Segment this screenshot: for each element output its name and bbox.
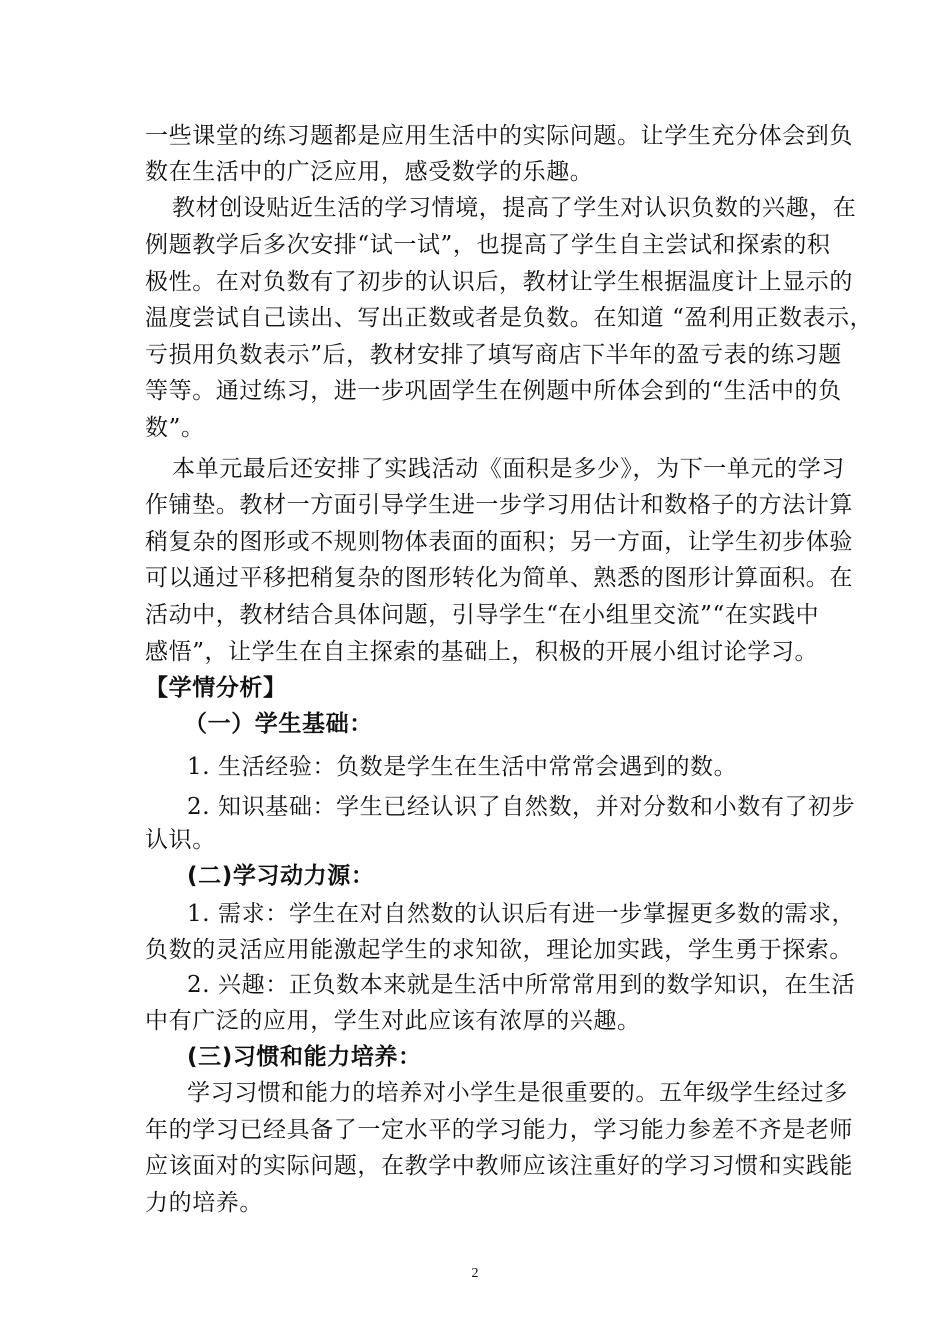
paragraph-line: 学习习惯和能力的培养对小学生是很重要的。五年级学生经过多 [187, 1080, 848, 1106]
paragraph-line: 应该面对的实际问题，在教学中教师应该注重好的学习习惯和实践能 [145, 1153, 853, 1179]
list-item-continuation: 负数的灵活应用能激起学生的求知欲，理论加实践，学生勇于探索。 [145, 937, 853, 963]
page-number: 2 [471, 1266, 479, 1281]
paragraph-line: 一些课堂的练习题都是应用生活中的实际问题。让学生充分体会到负 [145, 123, 853, 149]
paragraph-line: 温度尝试自己读出、写出正数或者是负数。在知道 “盈利用正数表示， [145, 305, 874, 331]
paragraph-line: 活动中，教材结合具体问题，引导学生“在小组里交流”“在实践中 [145, 602, 820, 628]
list-item: 2. 兴趣：正负数本来就是生活中所常常用到的数学知识，在生活 [187, 972, 856, 998]
paragraph-line: 数”。 [145, 415, 205, 441]
list-item-continuation: 中有广泛的应用，学生对此应该有浓厚的兴趣。 [145, 1008, 641, 1034]
list-item: 2. 知识基础：学生已经认识了自然数，并对分数和小数有了初步 [187, 794, 856, 820]
paragraph-line: 年的学习已经具备了一定水平的学习能力，学习能力参差不齐是老师 [145, 1117, 853, 1143]
paragraph-line: 稍复杂的图形或不规则物体表面的面积；另一方面，让学生初步体验 [145, 529, 853, 555]
paragraph-line: 数在生活中的广泛应用，感受数学的乐趣。 [145, 159, 594, 185]
paragraph-line: 例题教学后多次安排“试一试”，也提高了学生自主尝试和探索的积 [145, 232, 831, 258]
list-item: 1. 生活经验：负数是学生在生活中常常会遇到的数。 [187, 754, 738, 780]
paragraph-line: 感悟”，让学生在自主探索的基础上，积极的开展小组讨论学习。 [145, 639, 819, 665]
subsection-heading: (二)学习动力源： [187, 863, 375, 889]
paragraph-line: 作铺垫。教材一方面引导学生进一步学习用估计和数格子的方法计算 [145, 492, 853, 518]
paragraph-line: 可以通过平移把稍复杂的图形转化为简单、熟悉的图形计算面积。在 [145, 565, 853, 591]
subsection-heading: (三)习惯和能力培养： [187, 1044, 422, 1070]
paragraph-line: 力的培养。 [145, 1190, 263, 1216]
paragraph-line: 极性。在对负数有了初步的认识后，教材让学生根据温度计上显示的 [145, 269, 853, 295]
list-item: 1. 需求：学生在对自然数的认识后有进一步掌握更多数的需求， [187, 901, 856, 927]
list-item-continuation: 认识。 [145, 827, 216, 853]
paragraph-line: 本单元最后还安排了实践活动《面积是多少》，为下一单元的学习 [172, 456, 845, 482]
paragraph-line: 等等。通过练习，进一步巩固学生在例题中所体会到的“生活中的负 [145, 378, 842, 404]
paragraph-line: 亏损用负数表示”后，教材安排了填写商店下半年的盈亏表的练习题 [145, 342, 842, 368]
section-heading: 【学情分析】 [145, 675, 287, 701]
paragraph-line: 教材创设贴近生活的学习情境，提高了学生对认识负数的兴趣，在 [172, 195, 857, 221]
subsection-heading: （一）学生基础： [184, 711, 373, 737]
